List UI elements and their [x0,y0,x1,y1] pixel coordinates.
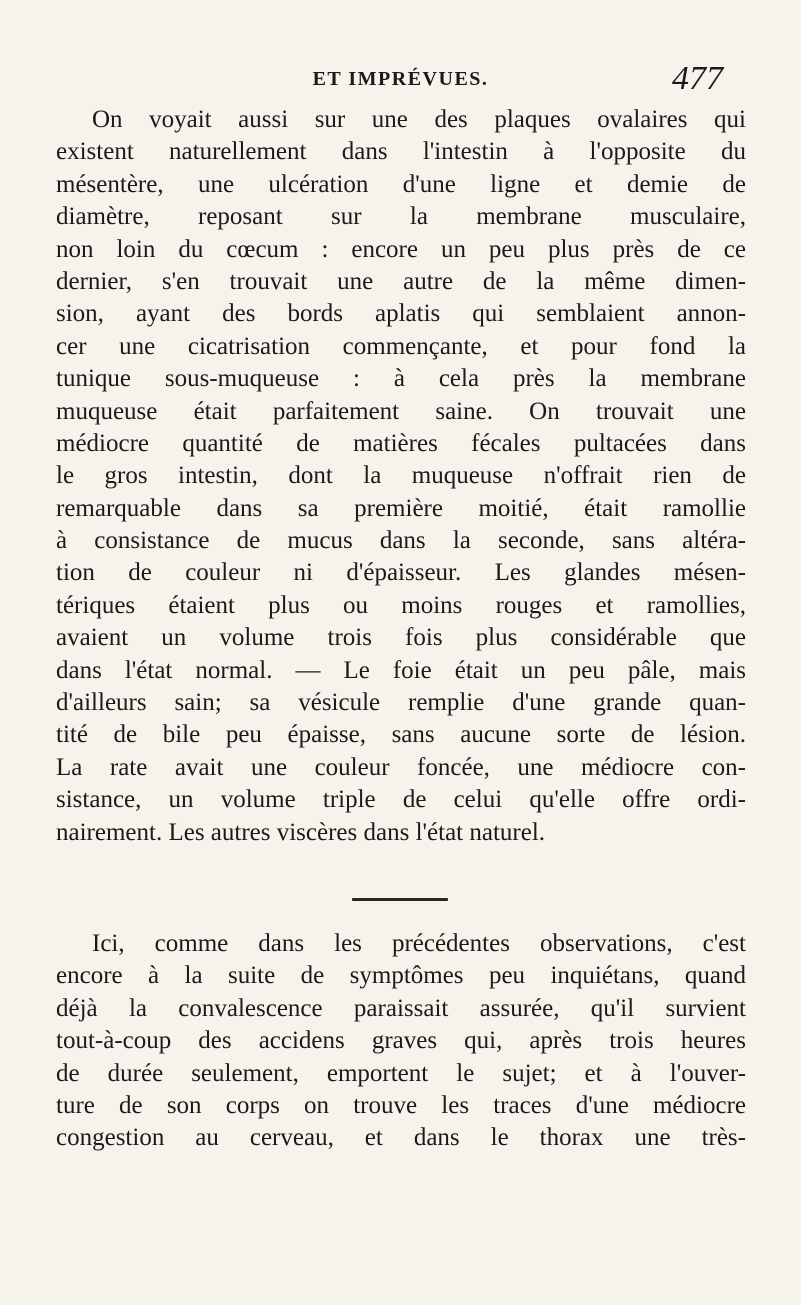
text-line: ture de son corps on trouve les traces d'une médiocre [56,1091,746,1119]
text-line: d'ailleurs sain; sa vésicule remplie d'une grande quan- [56,689,746,717]
running-head [0,60,801,106]
text-line: déjà la convalescence paraissait assurée, qu'il survient [56,994,746,1022]
text-line: diamètre, reposant sur la membrane musculaire, [56,203,746,231]
text-line: nairement. Les autres viscères dans l'état naturel. [56,818,546,846]
section-separator-rule [352,898,448,901]
text-line: muqueuse était parfaitement saine. On trouvait une [56,397,746,425]
text-line: cer une cicatrisation commençante, et pour fond la [56,332,746,360]
text-line: encore à la suite de symptômes peu inquiétans, quand [56,962,746,990]
text-line: tion de couleur ni d'épaisseur. Les glandes mésen- [56,559,746,587]
text-line: On voyait aussi sur une des plaques ovalaires qui [92,106,746,133]
text-line: dernier, s'en trouvait une autre de la même dimen- [56,267,746,295]
text-line: sistance, un volume triple de celui qu'elle offre ordi- [56,786,746,814]
text-line: congestion au cerveau, et dans le thorax une très- [56,1124,746,1152]
text-line: remarquable dans sa première moitié, était ramollie [56,494,746,522]
paragraph-autopsy-findings [56,104,746,849]
text-line: à consistance de mucus dans la seconde, sans altéra- [56,527,746,555]
text-line: mésentère, une ulcération d'une ligne et demie de [56,170,746,198]
text-line: le gros intestin, dont la muqueuse n'offrait rien de [56,462,746,490]
page-number: 477 [672,60,723,97]
text-line: tériques étaient plus ou moins rouges et ramollies, [56,591,746,619]
text-line: dans l'état normal. — Le foie était un peu pâle, mais [56,656,746,684]
text-line: non loin du cœcum : encore un peu plus près de ce [56,235,746,263]
paragraph-commentary [56,928,746,1155]
text-line: médiocre quantité de matières fécales pultacées dans [56,429,746,457]
text-line: sion, ayant des bords aplatis qui semblaient annon- [56,300,746,328]
text-line: Ici, comme dans les précédentes observations, c'est [92,930,746,957]
text-line: existent naturellement dans l'intestin à l'opposite du [56,138,746,166]
running-title: ET IMPRÉVUES. [312,68,489,90]
text-line: tout-à-coup des accidens graves qui, après trois heures [56,1027,746,1055]
text-line: de durée seulement, emportent le sujet; et à l'ouver- [56,1059,746,1087]
text-line: tité de bile peu épaisse, sans aucune sorte de lésion. [56,721,746,749]
text-line: tunique sous-muqueuse : à cela près la membrane [56,365,746,393]
text-line: avaient un volume trois fois plus considérable que [56,624,746,652]
text-line: La rate avait une couleur foncée, une médiocre con- [56,753,746,781]
